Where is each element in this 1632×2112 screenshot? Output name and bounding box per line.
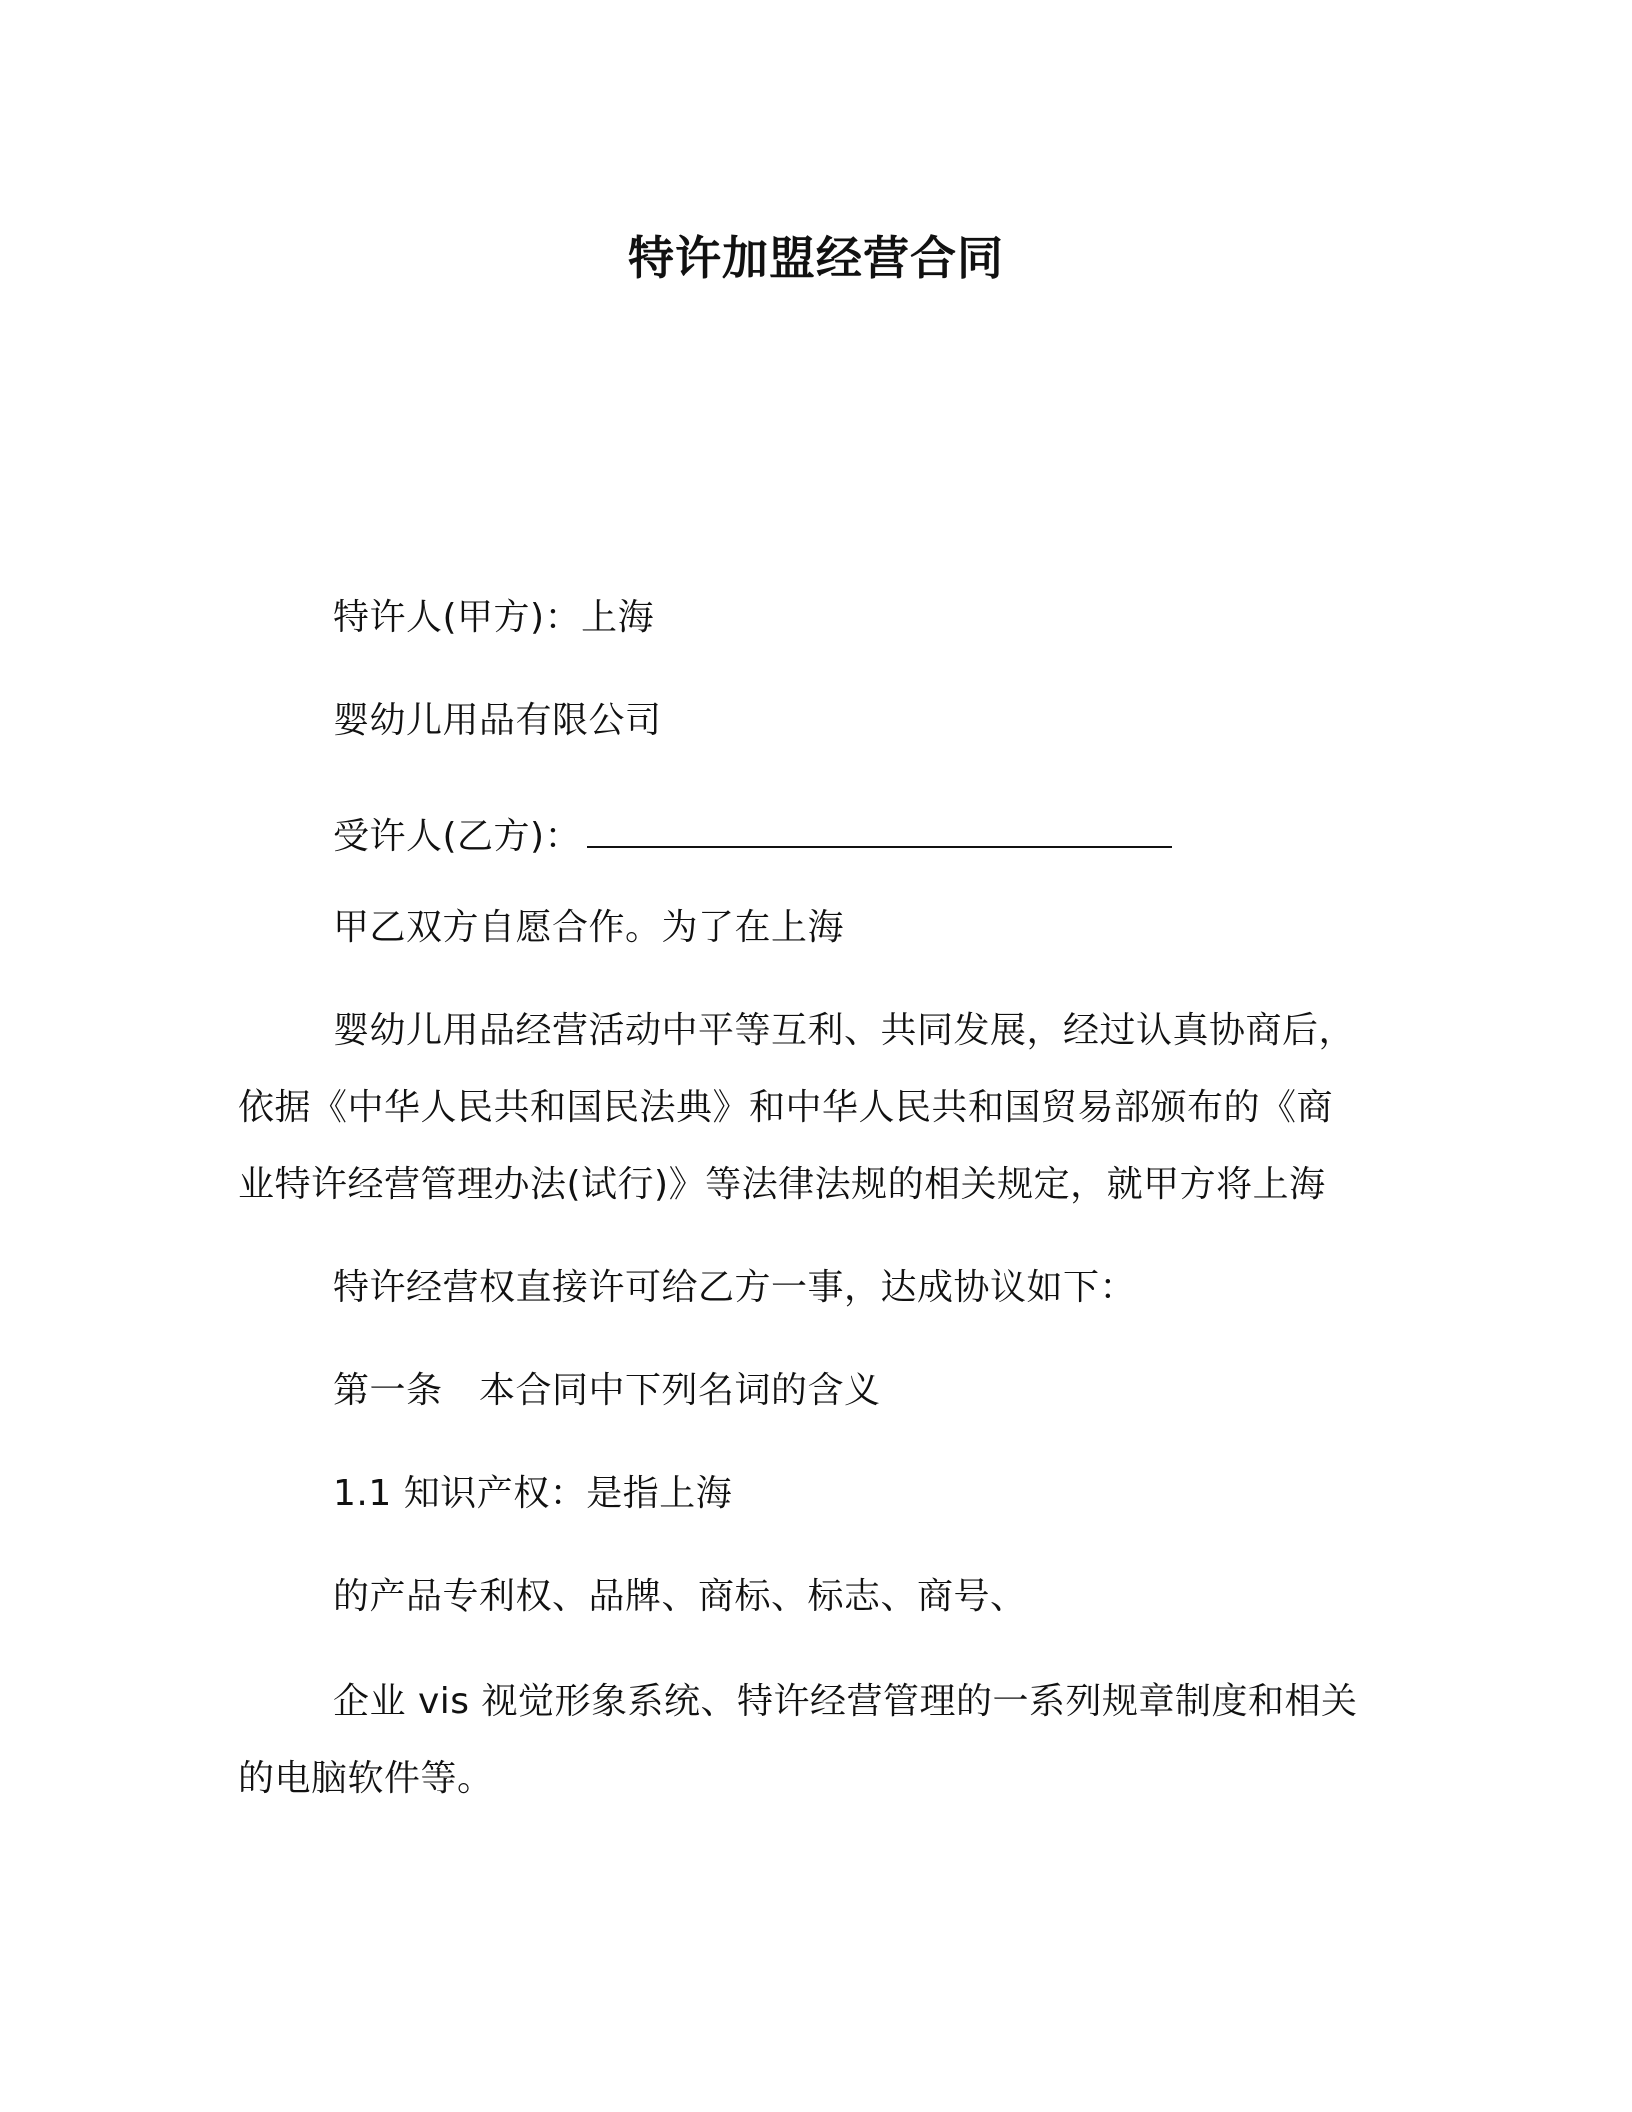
clause-line: 企业 vis 视觉形象系统、特许经营管理的一系列规章制度和相关 bbox=[333, 1681, 1358, 1722]
paragraph-line: 甲乙双方自愿合作。为了在上海 bbox=[333, 907, 845, 948]
paragraph-line: 特许经营权直接许可给乙方一事，达成协议如下： bbox=[333, 1267, 1137, 1308]
paragraph-line: 依据《中华人民共和国民法典》和中华人民共和国贸易部颁布的《商 bbox=[238, 1087, 1334, 1128]
franchisor-company-line: 婴幼儿用品有限公司 bbox=[333, 700, 662, 741]
clause-line: 的电脑软件等。 bbox=[238, 1758, 494, 1799]
paragraph-line: 婴幼儿用品经营活动中平等互利、共同发展，经过认真协商后， bbox=[333, 1010, 1356, 1051]
document-title: 特许加盟经营合同 bbox=[628, 231, 1004, 285]
paragraph-line: 业特许经营管理办法(试行)》等法律法规的相关规定，就甲方将上海 bbox=[238, 1164, 1326, 1205]
franchisee-line bbox=[333, 810, 1172, 855]
clause-line: 的产品专利权、品牌、商标、标志、商号、 bbox=[333, 1576, 1027, 1617]
clause-line: 1.1 知识产权：是指上海 bbox=[333, 1473, 733, 1514]
franchisor-line: 特许人(甲方)：上海 bbox=[333, 597, 655, 638]
franchisee-label: 受许人(乙方)： bbox=[333, 816, 582, 857]
franchisee-blank-underline bbox=[587, 810, 1172, 848]
article-heading: 第一条 本合同中下列名词的含义 bbox=[333, 1370, 881, 1411]
